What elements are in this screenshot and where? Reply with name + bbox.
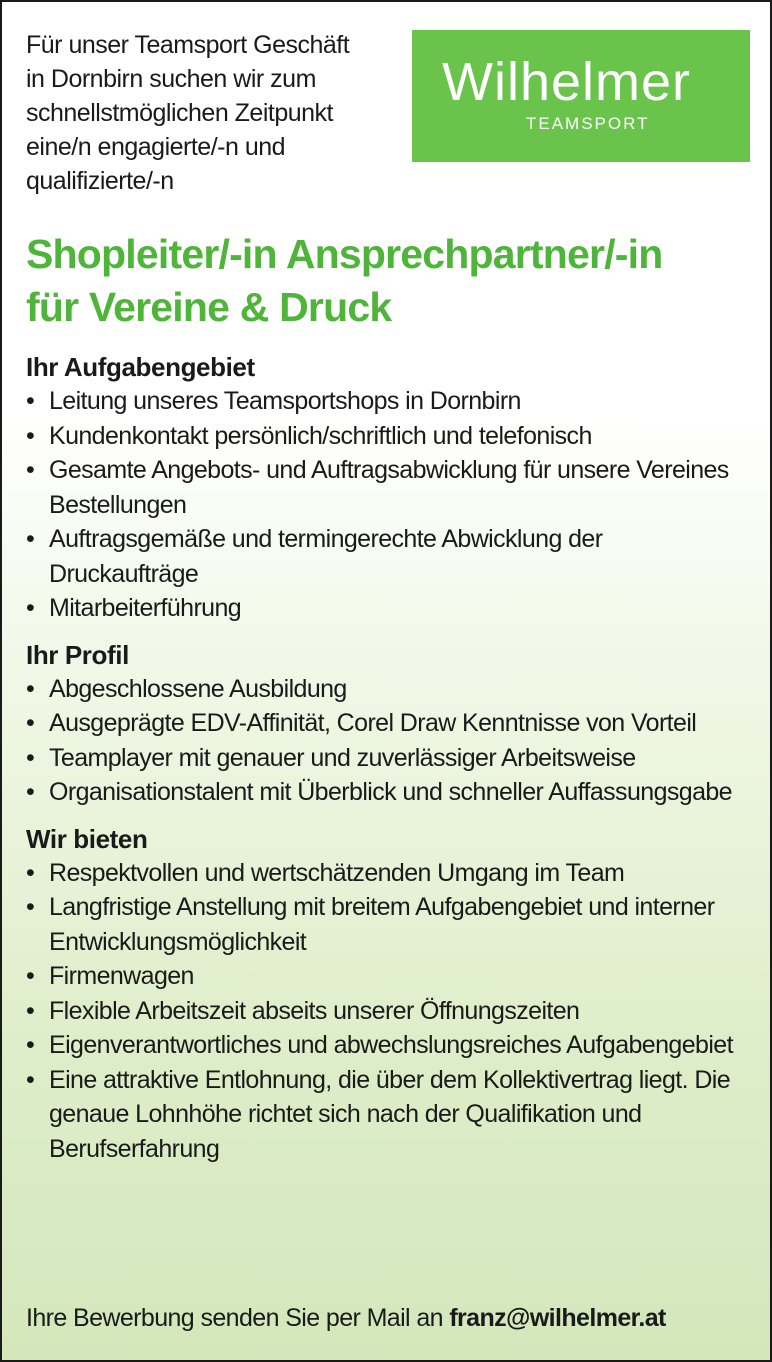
section-heading-profil: Ihr Profil: [26, 639, 129, 670]
section-heading-bieten: Wir bieten: [26, 823, 148, 854]
list-item: • Organisationstalent mit Überblick und schneller Auffassungsgabe: [26, 775, 756, 810]
list-aufgaben: [26, 384, 756, 626]
intro-line: Für unser Teamsport Geschäft: [26, 31, 350, 59]
list-item: • Abgeschlossene Ausbildung: [26, 672, 756, 707]
job-title: [26, 228, 756, 334]
wilhelmer-logo: [412, 30, 750, 162]
intro-text: [26, 28, 396, 198]
intro-line: eine/n engagierte/-n und: [26, 133, 286, 161]
list-bieten: [26, 856, 756, 1167]
list-item: • Gesamte Angebots- und Auftragsabwicklung für unsere Vereines Bestellungen: [26, 453, 756, 522]
intro-line: in Dornbirn suchen wir zum: [26, 65, 316, 93]
job-details: [26, 350, 756, 1178]
list-item: • Auftragsgemäße und termingerechte Abwicklung der Druckaufträge: [26, 522, 756, 591]
application-footer: [26, 1300, 766, 1336]
list-item: • Mitarbeiterführung: [26, 591, 756, 626]
list-item: • Ausgeprägte EDV-Affinität, Corel Draw Kenntnisse von Vorteil: [26, 706, 756, 741]
logo-subtitle: TEAMSPORT: [526, 114, 650, 133]
list-item: • Respektvollen und wertschätzenden Umgang im Team: [26, 856, 756, 891]
list-item: • Langfristige Anstellung mit breitem Aufgabengebiet und interner Entwicklungsmöglichkeit: [26, 890, 756, 959]
intro-line: schnellstmöglichen Zeitpunkt: [26, 99, 333, 127]
list-item: • Eine attraktive Entlohnung, die über dem Kollektivertrag liegt. Die genaue Lohnhöhe richtet sich nach der Qualifikation und Berufserfahrung: [26, 1063, 756, 1167]
list-item: • Leitung unseres Teamsportshops in Dornbirn: [26, 384, 756, 419]
logo-name: Wilhelmer: [442, 52, 692, 112]
list-item: • Eigenverantwortliches und abwechslungsreiches Aufgabengebiet: [26, 1028, 756, 1063]
intro-line: qualifizierte/-n: [26, 167, 174, 195]
footer-text: Ihre Bewerbung senden Sie per Mail an: [26, 1304, 443, 1332]
list-item: • Flexible Arbeitszeit abseits unserer Öffnungszeiten: [26, 994, 756, 1029]
list-item: • Firmenwagen: [26, 959, 756, 994]
list-item: • Kundenkontakt persönlich/schriftlich und telefonisch: [26, 419, 756, 454]
section-heading-aufgaben: Ihr Aufgabengebiet: [26, 352, 255, 382]
contact-email-link[interactable]: franz@wilhelmer.at: [449, 1304, 666, 1332]
job-title-line: Shopleiter/-in Ansprechpartner/-in: [26, 231, 663, 277]
list-item: • Teamplayer mit genauer und zuverlässiger Arbeitsweise: [26, 741, 756, 776]
job-title-line: für Vereine & Druck: [26, 284, 392, 330]
list-profil: [26, 672, 756, 810]
